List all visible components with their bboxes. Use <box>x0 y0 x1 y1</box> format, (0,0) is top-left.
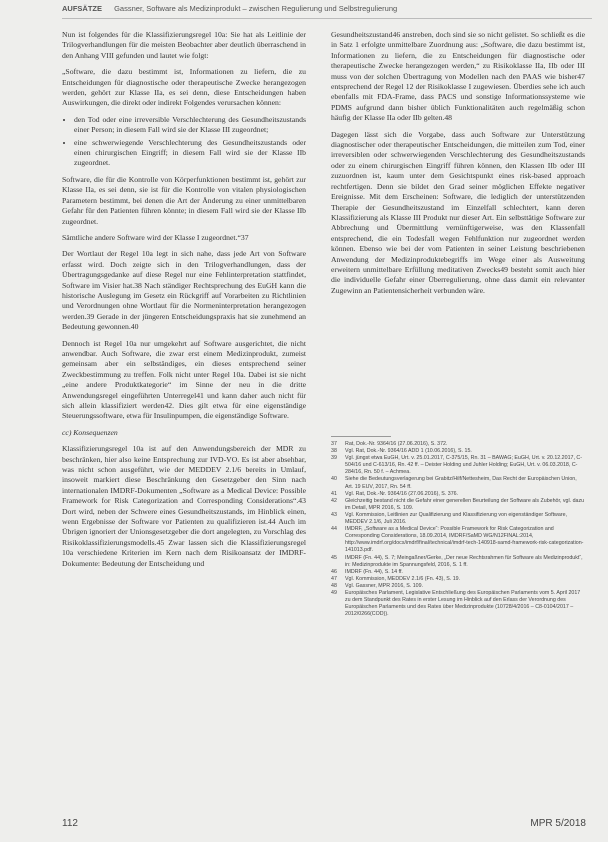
page-number: 112 <box>62 818 78 829</box>
footnote <box>331 590 585 618</box>
footnote-text: Vgl. Gassner, MPR 2016, S. 109. <box>345 582 424 589</box>
footnote-number: 47 <box>331 575 337 582</box>
footnote-text: Vgl. Kommission, Leitlinien zur Qualifizierung und Klassifizierung von eigenständiger Software, MEDDEV 2.1/6, Juli 2016. <box>345 511 567 526</box>
footnote-number: 43 <box>331 511 337 518</box>
paragraph: Klassifizierungsregel 10a ist auf den Anwendungsbereich der MDR zu beschränken, hier also keine Entsprechung zur IVD-VO. Es ist aber absehbar, was nicht schon ausgeführt, wie der MEDDEV 2.1/6 bereits in Umlauf, insoweit markiert diese Beschränkung den Gesetzgeber den Sinn nach internationalen IMDRF-Dokumenten „Software as a Medical Device: Possible Framework for Risk Categorization and Corresponding Considerations“.43 Dort wird, neben der Schwere eines Gesundheitszustands, im Hinblick einen, wenn Ergebnisse der Software vor Patienten zu qualifizieren ist.44 Auch im Übrigen ignoriert der Unionsgesetzgeber die dort angelegten, zu Vorschlag des Risikoklassifizierungsmodells.45 Zwar lassen sich die Klassifizierungsregel 10a verschiedene Kriterien im Kern nach dem Risikoansatz der IMDRF-Dokumente: Bedeutung der Entscheidung und <box>62 444 306 568</box>
footnote-number: 37 <box>331 441 337 447</box>
paragraph: „Software, die dazu bestimmt ist, Informationen zu liefern, die zu Entscheidungen für diagnostische oder therapeutische Zwecke herangezogen werden, gehört zur Klasse IIa, es sei denn, diese Entscheidungen haben Auswirkungen, die direkt oder indirekt Folgendes verursachen können: <box>62 67 306 108</box>
footnote-divider <box>331 436 391 437</box>
footnote-number: 46 <box>331 568 337 575</box>
footnote-number: 38 <box>331 448 337 455</box>
footnote <box>331 491 585 498</box>
header-divider <box>62 18 592 19</box>
list-item: • den Tod oder eine irreversible Verschlechterung des Gesundheitszustands einer Person; in diesem Fall wird sie der Klasse III zugeordnet; <box>74 115 306 136</box>
footnote-text: Rat, Dok.-Nr. 9364/16 (27.06.2016), S. 372. <box>345 441 448 447</box>
section-heading: cc) Konsequenzen <box>62 427 118 437</box>
footnote <box>331 569 585 576</box>
paragraph: Der Wortlaut der Regel 10a legt in sich nahe, dass jede Art von Software erfasst wird. Doch zeigte sich in den Trilogverhandlungen, dass der Übertragungsgedanke auf diese Regel nur eine Fehlinterpretation stattfindet, Software im Visier hat.38 Nach ständiger Rechtsprechung des EuGH kann die historische Auslegung im Gesetz ein Rückgriff auf Vorarbeiten zu Richtlinien und Verordnungen ohne Wortlaut für die Normeninterpretation herangezogen werden.39 Gerade in der jüngeren Entscheidungspraxis hat sie zunehmend an Bedeutung gewonnen.40 <box>62 249 306 332</box>
footnote <box>331 512 585 526</box>
footnote <box>331 455 585 476</box>
footnote <box>331 576 585 583</box>
footnote-number: 44 <box>331 526 337 533</box>
paragraph: Sämtliche andere Software wird der Klasse I zugeordnet.“37 <box>62 232 249 242</box>
left-column <box>62 30 306 575</box>
footnote <box>331 583 585 590</box>
footnote-number: 40 <box>331 476 337 483</box>
footnote-text: Vgl. Rat, Dok.-Nr. 9364/16 (27.06.2016), S. 376. <box>345 490 459 497</box>
footnote <box>331 498 585 512</box>
footnote <box>331 476 585 490</box>
footnote-text: Gleichzeitig bestand nicht die Gefahr einer generellen Beurteilung der Software als Zubehör, vgl. dazu im Detail, MPR 2016, S. 109. <box>345 497 585 511</box>
footnote-text: IMDRF (Fn. 44), S. 14 ff. <box>345 568 403 575</box>
footnote-number: 45 <box>331 554 337 561</box>
list-item: • eine schwerwiegende Verschlechterung des Gesundheitszustands oder einen chirurgischen Eingriff; in diesem Fall wird sie der Klasse IIb zugeordnet. <box>74 138 306 169</box>
paragraph: Gesundheitszustand46 anstreben, doch sind sie so nicht gelistet. So schließt es die in Satz 1 erfolgte unmittelbare Zuordnung aus: „Software, die dazu bestimmt ist, Informationen zu liefern, die zu Entscheidungen für diagnostische oder therapeutische Zwecke herangezogen werden,“ zu Risikoklasse IIa, IIb oder III muss von der solchen Übertragung von Modellen nach den PAAS wie bisher47 entsprechend der Regel 12 der Risikoklasse I zugewiesen. Überdies sehe ich auch ebenfalls mit FDA-Frame, dass PACS und sonstige Informationssysteme wie PDMS aufgrund dann bisher üblich Funktionalitäten auch regelmäßig schon häufig der Klasse IIa oder IIb gelten.48 <box>331 30 585 123</box>
header-section: AUFSÄTZE <box>62 4 102 13</box>
footnote-text: Vgl. Kommission, MEDDEV 2.1/6 (Fn. 43), S. 19. <box>345 575 461 582</box>
footnote-number: 49 <box>331 589 337 596</box>
bullet-list <box>62 115 306 169</box>
footnote-text: Europäisches Parlament, Legislative Entschließung des Europäischen Parlaments vom 5. April 2017 zu dem Standpunkt des Rates in erster Lesung im Hinblick auf den Erlass der Verordnung des Europäischen Parlaments und des Rates über Medizinprodukte (10728/4/2016 – C8-0104/2017 – 2012/0266(COD)). <box>345 589 581 618</box>
footnote-number: 39 <box>331 455 337 462</box>
paragraph: Software, die für die Kontrolle von Körperfunktionen bestimmt ist, gehört zur Klasse IIa, es sei denn, sie ist für die Kontrolle von vitalen physiologischen Parametern bestimmt, bei denen die Art der Änderung zu einer unmittelbaren Gefahr für den Patienten führen könnte; in diesem Fall wird sie der Klasse IIb zugeordnet. <box>62 174 306 226</box>
footnote-number: 41 <box>331 490 337 497</box>
footnote-text: Vgl. Rat, Dok.-Nr. 9364/16 ADD 1 (10.06.2016), S. 15. <box>345 448 472 455</box>
right-column <box>331 30 585 302</box>
footnotes <box>331 436 585 618</box>
footnote-number: 42 <box>331 497 337 504</box>
footnote-number: 48 <box>331 582 337 589</box>
footnote-text: Vgl. jüngst etwa EuGH, Urt. v. 25.01.2017, C-375/15, Rn. 31 – BAWAG; EuGH, Urt. v. 20.12.2017, C-504/16 und C-613/16, Rn. 42 ff. – Deister Holding und Juhler Holding; EuGH, Urt. v. 06.03.2018, C-284/16, Rn. 50 f. – Achmea. <box>345 455 582 476</box>
footnote-text: IMDRF (Fn. 44), S. 7; Meingaßner/Gerke, „Der neue Rechtsrahmen für Software als Medizinprodukt“, in: Medizinprodukte im Spannungsfeld, 2016, S. 1 ff. <box>345 554 583 568</box>
running-header <box>62 4 592 13</box>
header-title: Gassner, Software als Medizinprodukt – zwischen Regulierung und Selbstregulierung <box>114 4 398 13</box>
footnote <box>331 526 585 554</box>
footnote <box>331 448 585 455</box>
paragraph: Dagegen lässt sich die Vorgabe, dass auch Software zur Unterstützung diagnostischer oder therapeutischer Entscheidungen, die mitteilen zum Tod, einer irreversiblen oder schwerwiegenden Verschlechterung des Gesundheitszustands oder zu einem chirurgischen Eingriff führen können, den Klassen IIb oder III zuzuordnen ist, kaum unter dem Gesichtspunkt eines risk-based approach rechtfertigen. Denn sie bildet den Grad seiner möglichen Effekte negativer Ereignisse. Mit dem Erscheinen: Software, die lediglich der unterstützenden Therapie der Gesundheitszustand im Einzelfall schlechtert, kann deren Klassifizierung als Klasse III Produkt nur dieser Art. Ein selbsttätige Software zur Abbrechung und Übermittlung vernünftigerweise, was den Klassenfall entsprechend, die ein Todesfall wegen Fehlfunktion nur zugeordnet werden können. Ebenso wie bei der vom Patienten in seiner Leistung beschriebenen Anwendung der Medizinproduktebegriffs im Wege einer als Ausweitung erweitern unmittelbare Erfüllung meditativen Zwecks49 besteht somit auch hier die individuelle Gefahr einer Überregulierung, ohne dass damit ein relevanter Zugewinn an Patientensicherheit verbunden wäre. <box>331 129 585 295</box>
paragraph: Dennoch ist Regel 10a nur umgekehrt auf Software ausgerichtet, die nicht anwendbar. Auch Software, die zwar erst einem Medizinprodukt, zumeist gemeinsam aber ein selbständiges, ein dieses entsprechend seiner Zweckbestimmung zu treffen. Folk nicht unter Regel 10a. Dabei ist sie nicht „eine andere Produktkategorie“ im Sinne der neu in die dritte Anwendungsregel eingeführten Unterregel41 und kann daher auch nicht für sich allein klassifiziert werden42. Dies gilt etwa für eine eigenständige Steuerungssoftware, etwa für Insulinpumpen, die eigenständige Software. <box>62 338 306 421</box>
footnote <box>331 441 585 448</box>
footnote-text: IMDRF, „Software as a Medical Device“: Possible Framework for Risk Categorization and Corresponding Considerations, 18.09.2014, IMDRF/SaMD WG/N12FINAL:2014, http://www.imdrf.org/docs/imdrf/final/technical/imdrf-tech-140918-samd-framework-risk-categorization-141013.pdf. <box>345 526 584 554</box>
journal-issue: MPR 5/2018 <box>530 818 586 829</box>
paragraph: Nun ist folgendes für die Klassifizierungsregel 10a: Sie hat als Leitlinie der Trilogverhandlungen für die meisten Beobachter aber deutlich überraschend in den Anhang VIII gefunden und lautet wie folgt: <box>62 30 306 60</box>
footnote <box>331 555 585 569</box>
footnote-text: Siehe die Bedeutungsverlagerung bei Grabitz/Hilf/Nettesheim, Das Recht der Europäischen Union, Art. 19 EUV, 2017, Rn. 54 ff. <box>345 476 577 490</box>
